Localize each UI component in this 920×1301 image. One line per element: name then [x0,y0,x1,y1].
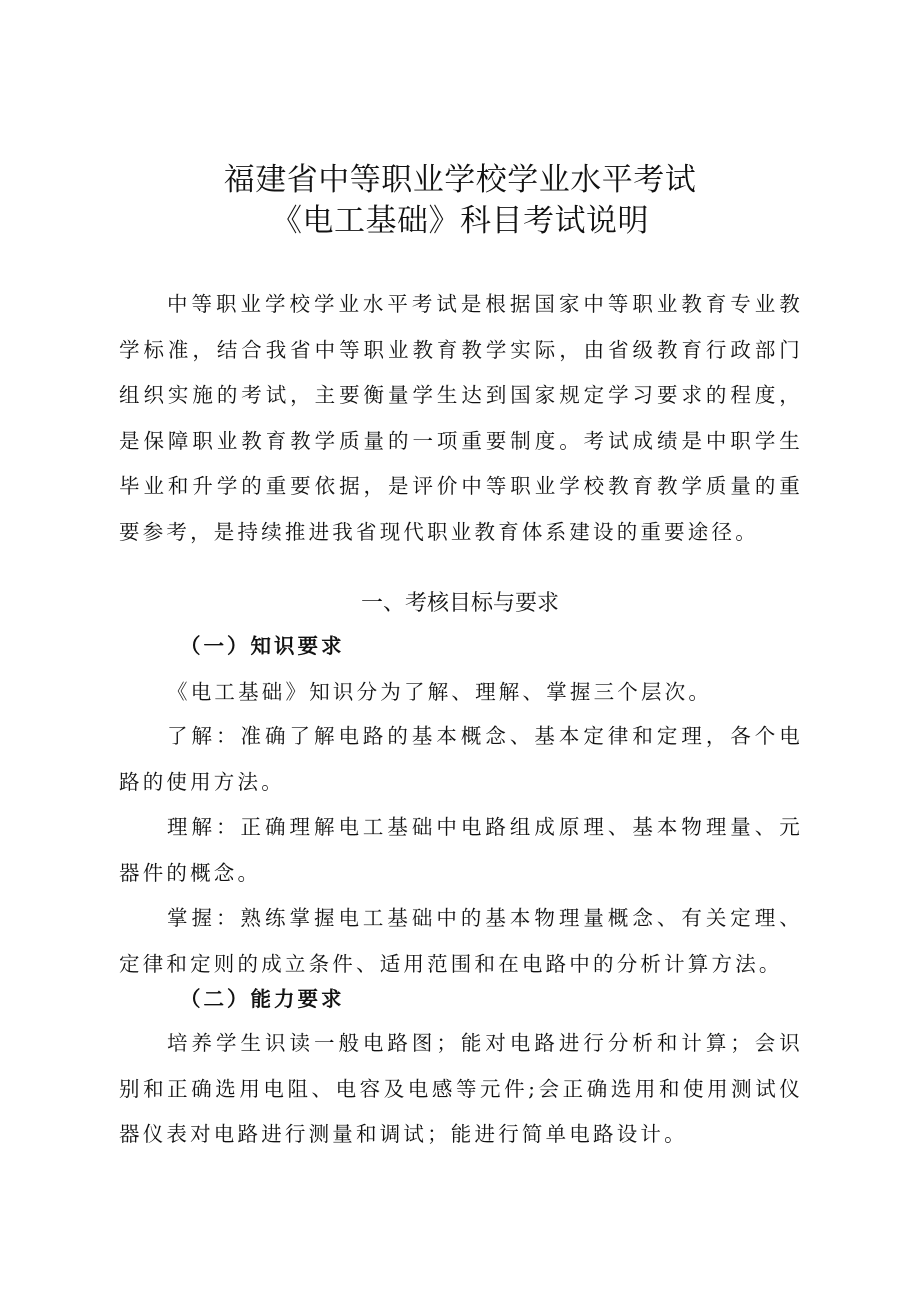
knowledge-master-paragraph: 掌握：熟练掌握电工基础中的基本物理量概念、有关定理、定律和定则的成立条件、适用范围和在电路中的分析计算方法。 [119,906,803,976]
subheading-ability: （二）能力要求 [180,987,345,1011]
intro-paragraph: 中等职业学校学业水平考试是根据国家中等职业教育专业教学标准，结合我省中等职业教育教学实际，由省级教育行政部门组织实施的考试，主要衡量学生达到国家规定学习要求的程度，是保障职业教育教学质量的一项重要制度。考试成绩是中职学生毕业和升学的重要依据，是评价中等职业学校教育教学质量的重要参考，是持续推进我省现代职业教育体系建设的重要途径。 [119,292,803,544]
knowledge-levels-paragraph: 《电工基础》知识分为了解、理解、掌握三个层次。 [167,680,713,704]
document-title-line2: 《电工基础》科目考试说明 [271,203,649,239]
section-heading-objectives: 一、考核目标与要求 [360,591,559,616]
subheading-knowledge: （一）知识要求 [180,634,345,658]
knowledge-understand-paragraph: 了解：准确了解电路的基本概念、基本定律和定理，各个电路的使用方法。 [119,724,803,794]
knowledge-comprehend-paragraph: 理解：正确理解电工基础中电路组成原理、基本物理量、元器件的概念。 [119,815,803,885]
document-title-line1: 福建省中等职业学校学业水平考试 [223,162,697,198]
ability-paragraph: 培养学生识读一般电路图；能对电路进行分析和计算；会识别和正确选用电阻、电容及电感等元件;会正确选用和使用测试仪器仪表对电路进行测量和调试；能进行简单电路设计。 [119,1031,803,1146]
